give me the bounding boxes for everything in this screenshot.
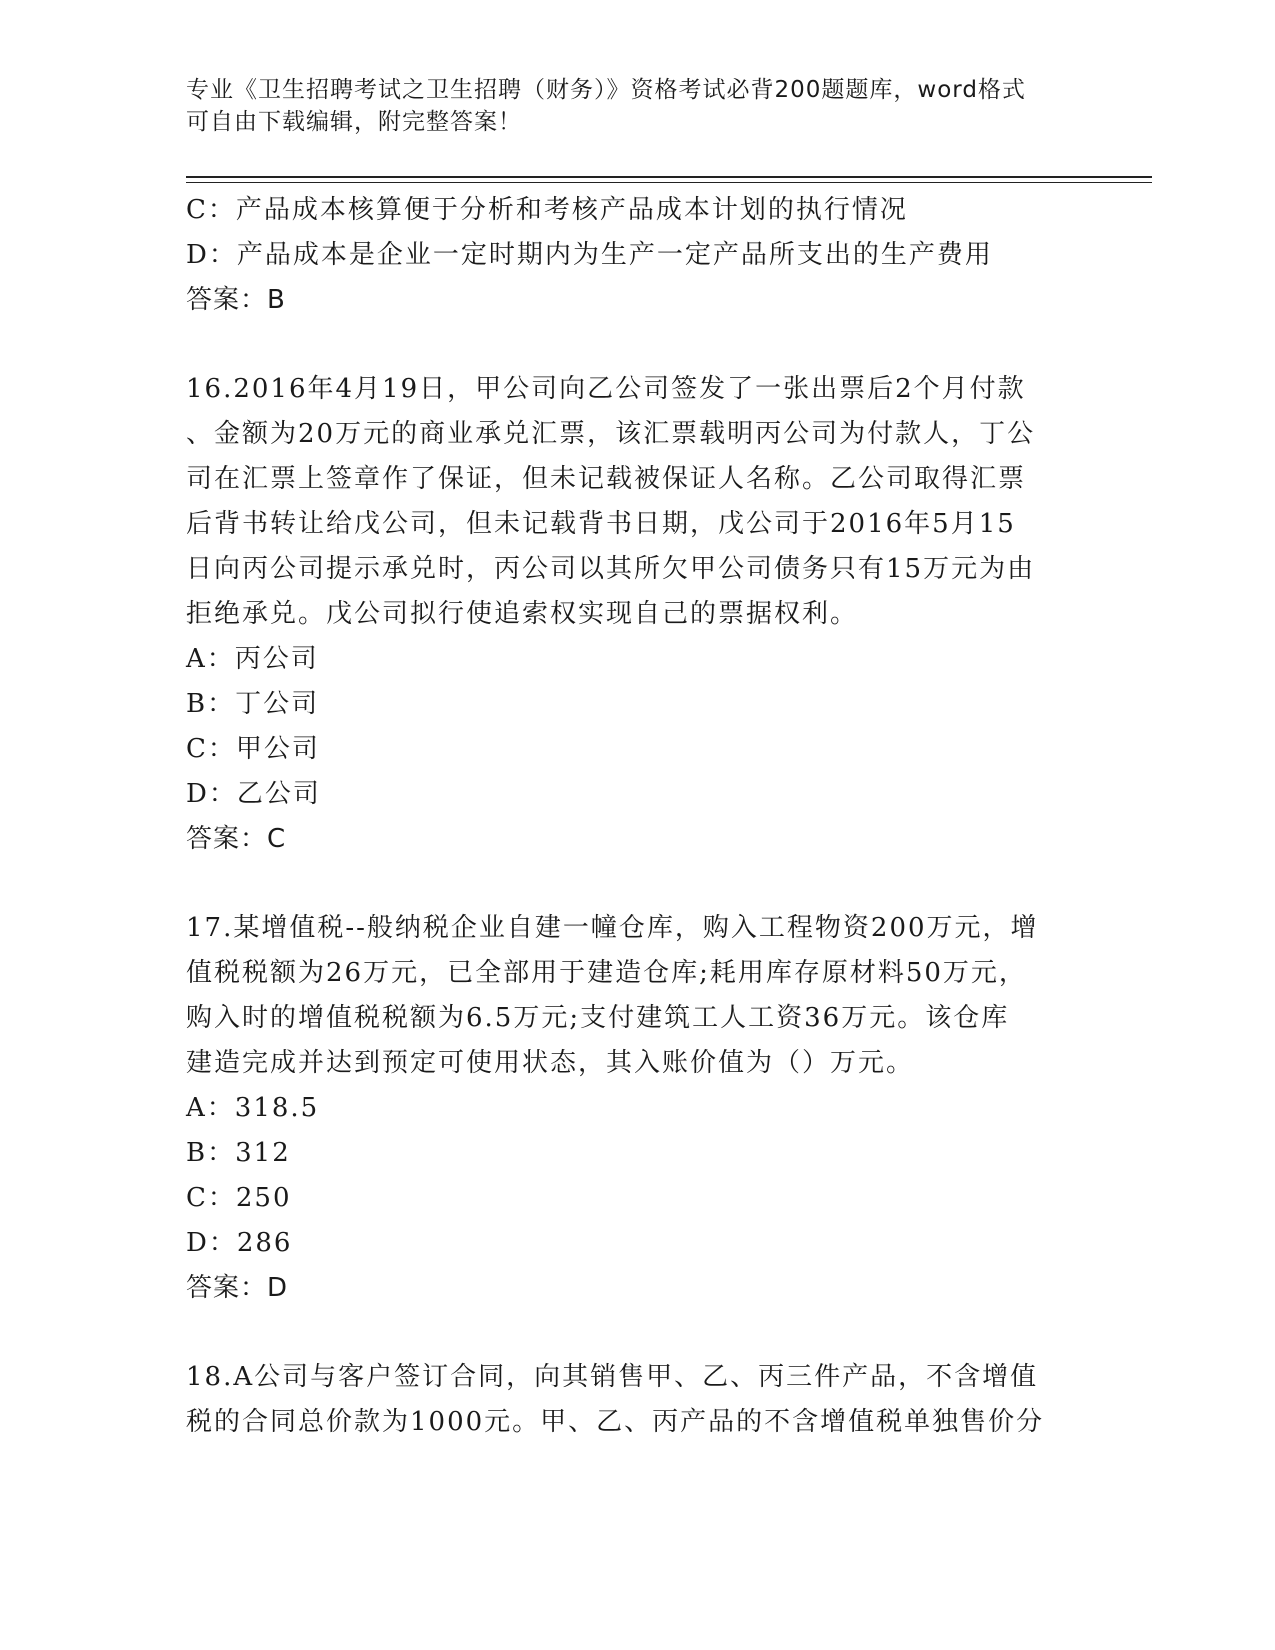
q16-option-d: D：乙公司	[186, 779, 321, 809]
q16-option-c: C：甲公司	[186, 734, 320, 764]
q15-answer: 答案：B	[186, 285, 286, 315]
q17-text-line: 购入时的增值税税额为6.5万元;支付建筑工人工资36万元。该仓库	[186, 1003, 1010, 1033]
q18-text-line: 18.A公司与客户签订合同，向其销售甲、乙、丙三件产品，不含增值	[186, 1362, 1039, 1392]
q17-option-a: A：318.5	[186, 1093, 320, 1123]
q17-option-d: D：286	[186, 1228, 293, 1258]
q17-text-line: 建造完成并达到预定可使用状态，其入账价值为（）万元。	[186, 1048, 915, 1078]
q17-option-c: C：250	[186, 1183, 292, 1213]
q17-answer: 答案：D	[186, 1273, 289, 1303]
spacer	[186, 1311, 1086, 1355]
q16-text-line: 日向丙公司提示承兑时，丙公司以其所欠甲公司债务只有15万元为由	[186, 554, 1036, 584]
question-18	[186, 1355, 1066, 1445]
header-line-1: 专业《卫生招聘考试之卫生招聘（财务）》资格考试必背200题题库，word格式	[186, 77, 1026, 103]
q15-option-d: D：产品成本是企业一定时期内为生产一定产品所支出的生产费用	[186, 240, 993, 270]
document-content	[186, 188, 1086, 1445]
q17-option-b: B：312	[186, 1138, 291, 1168]
header-line-2: 可自由下载编辑，附完整答案！	[186, 109, 522, 135]
spacer	[186, 862, 1086, 906]
question-17	[186, 906, 1066, 1311]
q17-text-line: 17.某增值税--般纳税企业自建一幢仓库，购入工程物资200万元，增	[186, 913, 1039, 943]
question-16	[186, 367, 1066, 862]
q16-text-line: 拒绝承兑。戊公司拟行使追索权实现自己的票据权利。	[186, 599, 859, 629]
document-header	[186, 74, 1066, 138]
header-divider-thin	[186, 182, 1152, 183]
question-15	[186, 188, 1086, 323]
q16-text-line: 、金额为20万元的商业承兑汇票，该汇票载明丙公司为付款人，丁公	[186, 419, 1036, 449]
spacer	[186, 323, 1086, 367]
q16-option-a: A：丙公司	[186, 644, 319, 674]
q18-text-line: 税的合同总价款为1000元。甲、乙、丙产品的不含增值税单独售价分	[186, 1407, 1045, 1437]
q16-text-line: 16.2016年4月19日，甲公司向乙公司签发了一张出票后2个月付款	[186, 374, 1026, 404]
header-divider-thick	[186, 176, 1152, 178]
q16-answer: 答案：C	[186, 824, 287, 854]
q15-option-c: C：产品成本核算便于分析和考核产品成本计划的执行情况	[186, 195, 908, 225]
q17-text-line: 值税税额为26万元，已全部用于建造仓库;耗用库存原材料50万元，	[186, 958, 1027, 988]
q16-text-line: 司在汇票上签章作了保证，但未记载被保证人名称。乙公司取得汇票	[186, 464, 1027, 494]
q16-text-line: 后背书转让给戊公司，但未记载背书日期，戊公司于2016年5月15	[186, 509, 1016, 539]
q16-option-b: B：丁公司	[186, 689, 320, 719]
